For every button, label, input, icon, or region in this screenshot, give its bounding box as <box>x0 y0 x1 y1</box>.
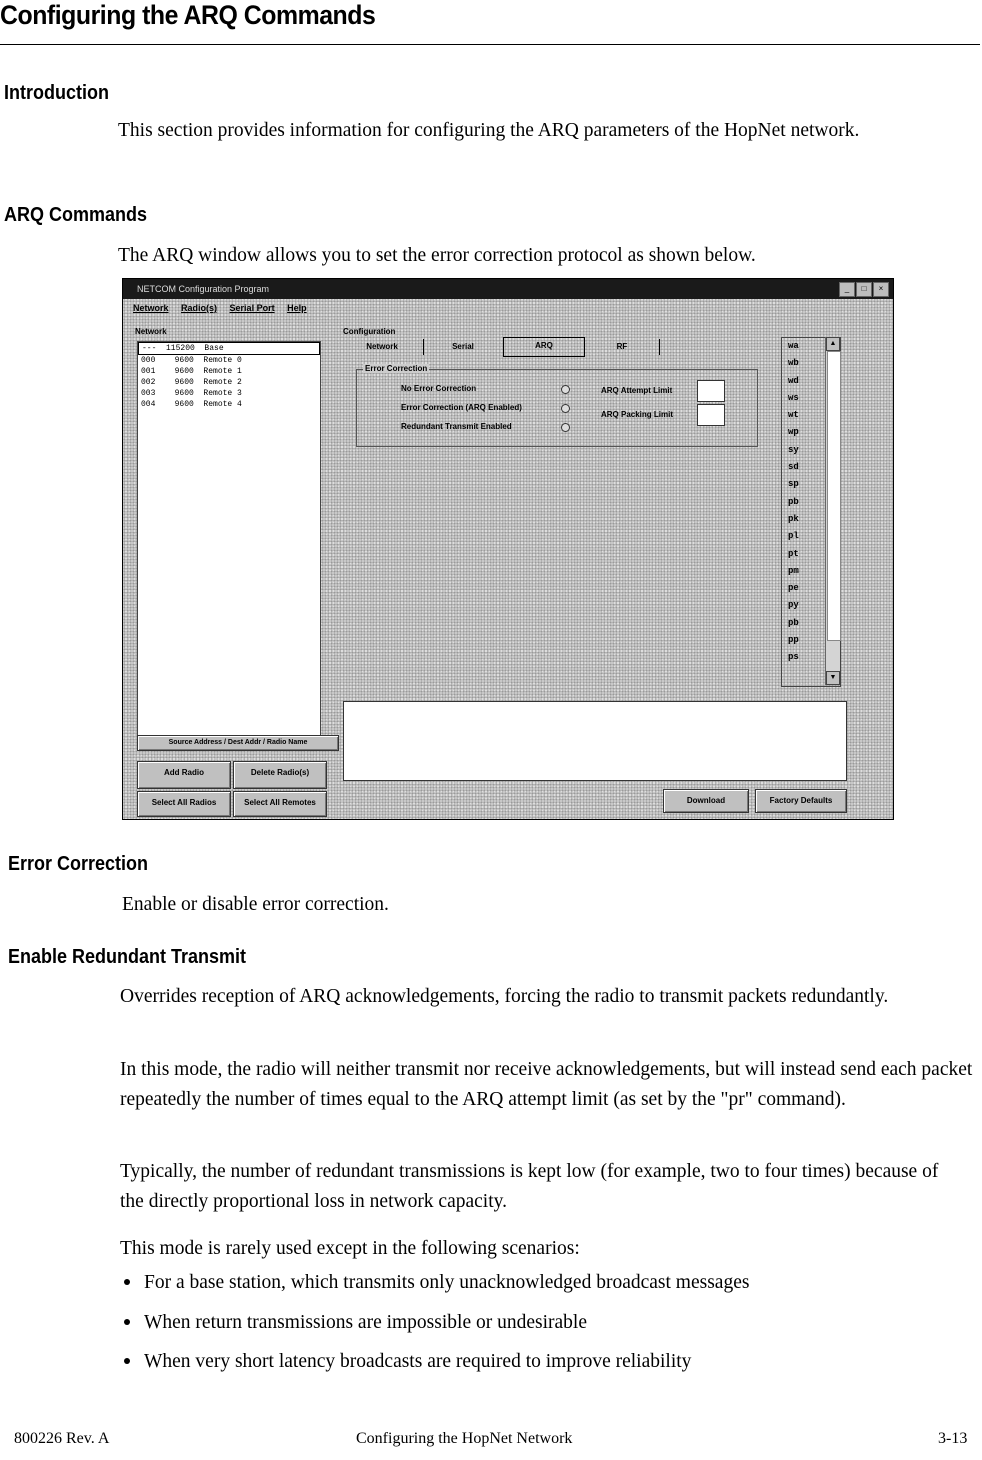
delete-radios-button[interactable]: Delete Radio(s) <box>233 761 327 789</box>
tab-network[interactable]: Network <box>341 339 424 355</box>
arq-commands-text: The ARQ window allows you to set the error correction protocol as shown below. <box>118 245 756 266</box>
tab-serial[interactable]: Serial <box>423 339 504 355</box>
bullet-icon <box>124 1279 130 1285</box>
scroll-down-icon[interactable]: ▼ <box>826 671 840 685</box>
redundant-transmit-heading: Enable Redundant Transmit <box>8 946 247 968</box>
command-list-scrollbar[interactable] <box>825 337 840 685</box>
configuration-group-label: Configuration <box>343 327 396 336</box>
list-item[interactable]: ps <box>788 652 799 663</box>
arq-packing-limit-input[interactable] <box>697 404 725 426</box>
menu-help[interactable]: Help <box>287 303 307 313</box>
factory-defaults-button[interactable]: Factory Defaults <box>755 789 847 813</box>
error-correction-group <box>356 364 758 447</box>
redundant-transmit-label: Redundant Transmit Enabled <box>401 422 512 431</box>
error-correction-arq-radio[interactable] <box>561 404 570 413</box>
maximize-icon[interactable]: □ <box>856 282 872 297</box>
footer-chapter-title: Configuring the HopNet Network <box>356 1430 573 1447</box>
list-item: When very short latency broadcasts are required to improve reliability <box>124 1347 982 1377</box>
output-area[interactable] <box>343 701 847 781</box>
select-all-radios-button[interactable]: Select All Radios <box>137 791 231 817</box>
bullet-icon <box>124 1358 130 1364</box>
list-item[interactable]: sy <box>788 444 799 455</box>
menu-bar <box>123 300 893 316</box>
column-header-buttons[interactable]: Source Address / Dest Addr / Radio Name <box>137 735 339 751</box>
list-item[interactable]: pm <box>788 565 799 576</box>
redundant-transmit-p4: This mode is rarely used except in the following scenarios: <box>120 1238 580 1259</box>
menu-serial-port[interactable]: Serial Port <box>229 303 275 313</box>
list-item[interactable]: --- 115200 Base <box>138 342 320 355</box>
list-item[interactable]: pb <box>788 617 799 628</box>
window-title: NETCOM Configuration Program <box>137 284 270 294</box>
network-list <box>137 341 321 747</box>
list-item[interactable]: 002 9600 Remote 2 <box>141 378 242 387</box>
list-item[interactable]: pl <box>788 531 799 542</box>
list-item[interactable]: sp <box>788 479 799 490</box>
redundant-transmit-radio[interactable] <box>561 423 570 432</box>
list-item: When return transmissions are impossible or undesirable <box>124 1308 982 1338</box>
download-button[interactable]: Download <box>663 789 749 813</box>
list-item[interactable]: 004 9600 Remote 4 <box>141 400 242 409</box>
list-item[interactable]: 003 9600 Remote 3 <box>141 389 242 398</box>
introduction-text: This section provides information for configuring the ARQ parameters of the HopNet network. <box>118 120 860 141</box>
no-error-correction-label: No Error Correction <box>401 384 477 393</box>
list-item[interactable]: 001 9600 Remote 1 <box>141 367 242 376</box>
window-titlebar <box>123 279 893 299</box>
arq-attempt-limit-label: ARQ Attempt Limit <box>601 386 673 395</box>
list-item[interactable]: pt <box>788 548 799 559</box>
list-item[interactable]: pp <box>788 635 799 646</box>
list-item[interactable]: py <box>788 600 799 611</box>
scroll-up-icon[interactable]: ▲ <box>826 337 840 351</box>
select-all-remotes-button[interactable]: Select All Remotes <box>233 791 327 817</box>
title-rule <box>0 44 980 45</box>
close-icon[interactable]: × <box>873 282 889 297</box>
footer-page-number: 3-13 <box>938 1430 968 1447</box>
arq-packing-limit-label: ARQ Packing Limit <box>601 410 674 419</box>
list-item[interactable]: pe <box>788 583 799 594</box>
menu-radios[interactable]: Radio(s) <box>181 303 218 313</box>
error-correction-group-label: Error Correction <box>365 364 428 373</box>
list-item: For a base station, which transmits only unacknowledged broadcast messages <box>124 1268 982 1298</box>
page-title: Configuring the ARQ Commands <box>0 0 376 30</box>
arq-attempt-limit-input[interactable] <box>697 380 725 402</box>
footer-doc-number: 800226 Rev. A <box>14 1430 110 1447</box>
add-radio-button[interactable]: Add Radio <box>137 761 231 789</box>
tab-rf[interactable]: RF <box>585 339 660 355</box>
redundant-transmit-p2: In this mode, the radio will neither transmit nor receive acknowledgements, but will instead send each packet repeatedly the number of times equal to the ARQ attempt limit (as set by the "pr" command). <box>120 1059 973 1110</box>
arq-window-screenshot <box>122 278 894 820</box>
scroll-thumb[interactable] <box>827 351 841 641</box>
arq-commands-heading: ARQ Commands <box>4 204 148 226</box>
error-correction-text: Enable or disable error correction. <box>122 894 389 915</box>
redundant-transmit-p1: Overrides reception of ARQ acknowledgements, forcing the radio to transmit packets redundantly. <box>120 986 889 1007</box>
error-correction-arq-label: Error Correction (ARQ Enabled) <box>401 403 522 412</box>
list-item[interactable]: 000 9600 Remote 0 <box>141 356 242 365</box>
tab-arq[interactable]: ARQ <box>503 337 585 357</box>
list-item[interactable]: wt <box>788 410 799 421</box>
list-item[interactable]: pb <box>788 496 799 507</box>
list-item[interactable]: wa <box>788 341 799 351</box>
error-correction-heading: Error Correction <box>8 853 149 875</box>
list-item[interactable]: wd <box>788 375 799 386</box>
no-error-correction-radio[interactable] <box>561 385 570 394</box>
introduction-heading: Introduction <box>4 82 109 104</box>
list-item[interactable]: sd <box>788 462 799 473</box>
redundant-transmit-p3: Typically, the number of redundant transmissions is kept low (for example, two to four times) because of the directly proportional loss in network capacity. <box>120 1161 939 1212</box>
menu-network[interactable]: Network <box>133 303 169 313</box>
bullet-icon <box>124 1319 130 1325</box>
network-group-label: Network <box>135 327 167 336</box>
list-item[interactable]: pk <box>788 513 799 524</box>
list-item[interactable]: wp <box>788 427 799 438</box>
minimize-icon[interactable]: _ <box>839 282 855 297</box>
list-item[interactable]: wb <box>788 358 799 369</box>
list-item[interactable]: ws <box>788 392 799 403</box>
